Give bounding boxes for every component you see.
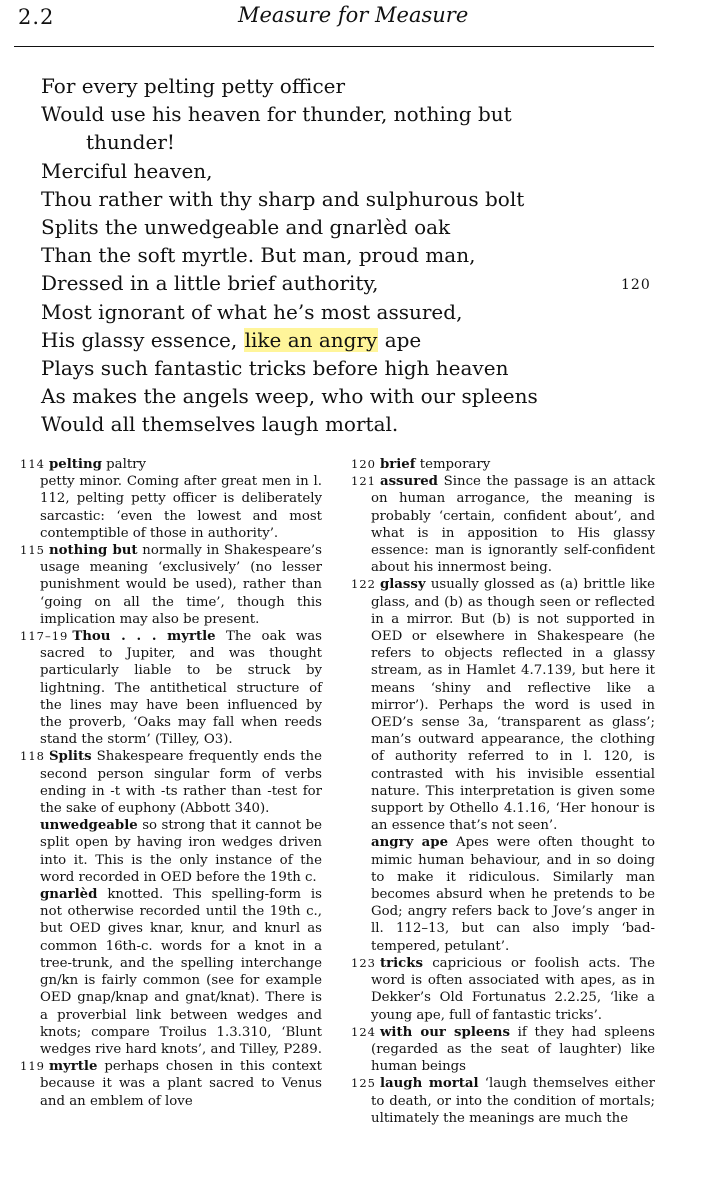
note-line-ref: 115: [20, 543, 45, 558]
verse-line[interactable]: Would all themselves laugh mortal.: [41, 412, 399, 437]
commentary-right-column: [351, 456, 655, 1127]
commentary-note: [351, 473, 655, 576]
verse-line[interactable]: Would use his heaven for thunder, nothing but: [41, 102, 512, 127]
note-text: so strong that it cannot be split open by having iron wedges driven into it. This is the only instance of the word recorded in OED before the 19th c.: [40, 818, 322, 885]
note-line-ref: 125: [351, 1076, 376, 1091]
verse-line[interactable]: Plays such fantastic tricks before high heaven: [41, 356, 509, 381]
commentary-note: [351, 456, 655, 473]
verse-line[interactable]: thunder!: [86, 130, 175, 155]
note-lemma: assured: [379, 474, 438, 490]
note-line-ref: 119: [20, 1059, 45, 1074]
note-lemma: glassy: [379, 577, 426, 593]
header-rule: [14, 46, 654, 47]
note-lemma: Thou . . . myrtle: [72, 629, 216, 645]
note-lemma: unwedgeable: [40, 818, 138, 834]
note-text: Shakespeare frequently ends the second person singular form of verbs ending in -t with -ts rather than -test for the sake of euphony (Abbott 340).: [40, 749, 322, 817]
note-lemma: brief: [379, 457, 416, 472]
verse-line-numbered: [41, 269, 661, 297]
note-text: usually glossed as (a) brittle like glass, and (b) as though seen or reflected in a mirror. But (b) is not supported in OED or elsewhere in Shakespeare (he refers to objects reflected in a glassy stream, as in Hamlet 4.7.139, but here it means ‘shiny and reflective like a mirror’). Perhaps the word is used in OED’s sense 3a, ‘transparent as glass’; man’s outward appearance, the clothing of authority referred to in l. 120, is contrasted with his invisible essential nature. This interpretation is given some support by Othello 4.1.16, ‘Her honour is an essence that’s not seen’.: [371, 577, 655, 834]
running-header: [0, 0, 702, 48]
verse-line[interactable]: Splits the unwedgeable and gnarlèd oak: [41, 215, 451, 240]
note-lemma: with our spleens: [379, 1024, 510, 1040]
verse-text: His glassy essence,: [41, 327, 244, 352]
verse-line[interactable]: Thou rather with thy sharp and sulphurous bolt: [41, 186, 525, 211]
note-text: paltry: [101, 457, 147, 472]
commentary-note: [20, 542, 322, 628]
note-text: capricious or foolish acts. The word is often associated with apes, as in Dekker’s Old Fortunatus 2.2.25, ‘like a young ape, full of fantastic tricks’.: [371, 955, 655, 1023]
note-line-ref: 121: [351, 474, 376, 489]
verse-text: ape: [378, 327, 422, 352]
running-title: Measure for Measure: [238, 3, 469, 27]
verse-line[interactable]: As makes the angels weep, who with our spleens: [41, 384, 538, 409]
verse-line[interactable]: Than the soft myrtle. But man, proud man,: [41, 243, 476, 268]
note-line-ref: 123: [351, 955, 376, 970]
note-lemma: myrtle: [48, 1059, 98, 1075]
text-highlight[interactable]: like an angry: [244, 327, 378, 352]
commentary-note: [20, 1058, 322, 1110]
note-line-ref: 124: [351, 1024, 376, 1039]
verse-block: [41, 72, 661, 439]
note-lemma: nothing but: [48, 543, 138, 559]
commentary-left-column: [20, 456, 322, 1110]
note-line-ref: 118: [20, 749, 45, 764]
commentary-note: [20, 748, 322, 817]
verse-line[interactable]: Merciful heaven,: [41, 158, 213, 183]
note-lemma: tricks: [379, 955, 423, 971]
commentary-note: [351, 955, 655, 1024]
commentary-note: [20, 456, 322, 473]
note-line-ref: 120: [351, 457, 376, 471]
verse-line-highlighted[interactable]: [41, 326, 661, 354]
note-lemma: angry ape: [371, 835, 449, 851]
commentary-note: [20, 628, 322, 748]
note-text: ‘laugh themselves either to death, or into the condition of mortals; ultimately the meanings are much the: [371, 1076, 655, 1126]
verse-line[interactable]: Most ignorant of what he’s most assured,: [41, 299, 463, 324]
note-text: petty minor. Coming after great men in l. 112, pelting petty officer is deliberately sarcastic: ‘even the lowest and most contemptible of those in authority’.: [40, 474, 322, 541]
verse-line[interactable]: For every pelting petty officer: [41, 74, 346, 98]
note-text: The oak was sacred to Jupiter, and was thought particularly liable to be struck by lightning. The antithetical structure of the lines may have been influenced by the proverb, ‘Oaks may fall when reeds stand the storm’ (Tilley, O3).: [40, 629, 322, 748]
line-number: 120: [621, 277, 651, 294]
note-lemma: pelting: [48, 457, 102, 472]
commentary-note: [20, 817, 322, 886]
note-text: Apes were often thought to mimic human behaviour, and in so doing to make it ridiculous. Similarly man becomes absurd when he pretends to be God; angry refers back to Jove’s anger in ll. 112–13, but can also imply ‘bad-tempered, petulant’.: [371, 835, 655, 954]
note-text: Since the passage is an attack on human arrogance, the meaning is probably ‘certain, confident about’, and what is in apposition to His glassy essence: man is ignorantly self-confident about his innermost being.: [371, 474, 655, 576]
note-lemma: gnarlèd: [40, 887, 98, 903]
commentary-note: [20, 886, 322, 1058]
note-lemma: Splits: [48, 749, 92, 765]
note-lemma: laugh mortal: [379, 1076, 479, 1092]
commentary-note: [351, 834, 655, 954]
note-text: normally in Shakespeare’s usage meaning ‘exclusively’ (no lesser punishment would be used), rather than ‘going on all the time’, though this implication may also be present.: [40, 543, 322, 627]
note-line-ref: 117–19: [20, 629, 69, 644]
commentary-note: [351, 1075, 655, 1127]
note-text: perhaps chosen in this context because it was a plant sacred to Venus and an emblem of love: [40, 1059, 322, 1109]
commentary-note: [351, 1024, 655, 1076]
page-reference: 2.2: [18, 5, 55, 29]
note-text: temporary: [415, 457, 491, 472]
commentary-note: [20, 473, 322, 542]
commentary-note: [351, 576, 655, 834]
note-text: if they had spleens (regarded as the seat of laughter) like human beings: [371, 1024, 655, 1075]
note-line-ref: 114: [20, 457, 45, 471]
verse-line[interactable]: Dressed in a little brief authority,: [41, 271, 379, 296]
note-line-ref: 122: [351, 577, 376, 592]
note-text: knotted. This spelling-form is not otherwise recorded until the 19th c., but OED gives knar, knur, and knurl as common 16th-c. words for a knot in a tree-trunk, and the spelling interchange gn/kn is fairly common (see for example OED gnap/knap and gnat/knat). There is a proverbial link between wedges and knots; compare Troilus 1.3.310, ‘Blunt wedges rive hard knots’, and Tilley, P289.: [40, 887, 322, 1057]
